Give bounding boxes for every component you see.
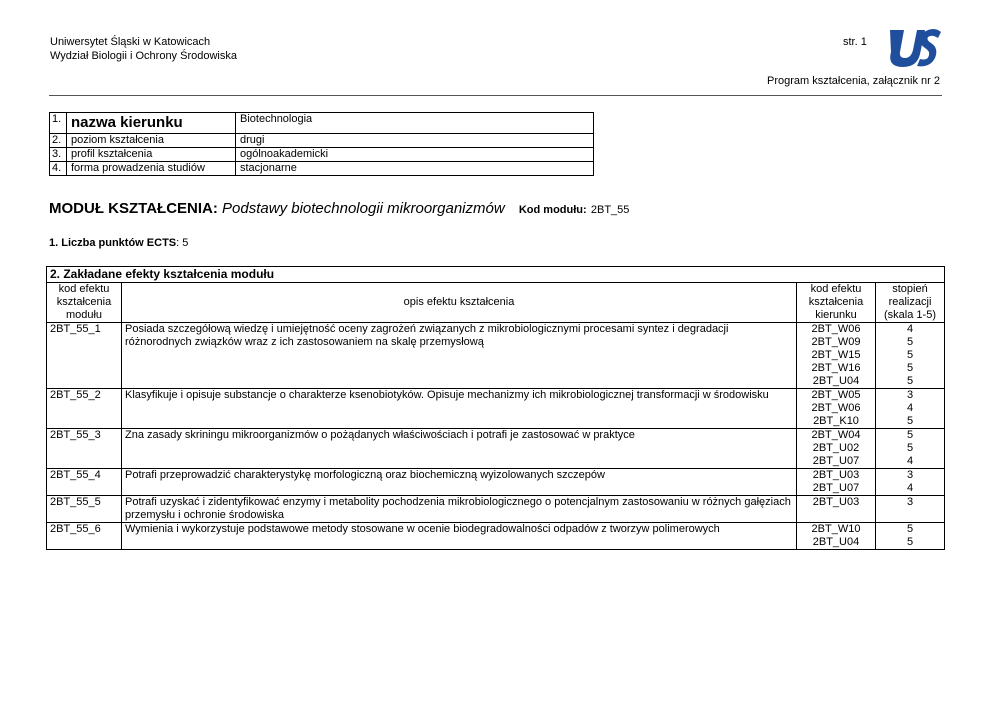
module-code-label: Kod modułu: <box>518 204 587 216</box>
program-effect-code: 2BT_W05 <box>811 389 861 401</box>
learning-effects-table <box>46 266 945 550</box>
effects-rows <box>47 323 945 550</box>
program-effect-codes <box>797 323 876 389</box>
header-line: kod efektu <box>58 283 110 295</box>
program-effect-code: 2BT_U07 <box>812 482 860 494</box>
info-number: 1. <box>50 113 67 134</box>
program-annex-label: Program kształcenia, załącznik nr 2 <box>766 75 940 87</box>
ects-value: : 5 <box>176 237 189 249</box>
ects-line <box>49 236 188 250</box>
realization-level: 5 <box>906 336 914 348</box>
effect-description: Zna zasady skriningu mikroorganizmów o pożądanych właściwościach i potrafi je zastosować w praktyce <box>122 429 797 469</box>
module-name: Podstawy biotechnologii mikroorganizmów <box>222 200 505 217</box>
realization-levels <box>876 323 945 389</box>
header-line: stopień <box>892 283 928 295</box>
effect-row <box>47 323 945 389</box>
program-effect-code: 2BT_W04 <box>811 429 861 441</box>
faculty-name: Wydział Biologii i Ochrony Środowiska <box>50 50 237 62</box>
header-line: kierunku <box>815 309 857 321</box>
effect-description: Potrafi uzyskać i zidentyfikować enzymy i metabolity pochodzenia mikrobiologicznego o potencjalnym zastosowaniu w różnych gałęziach przemysłu i ochronie środowiska <box>122 496 797 523</box>
program-effect-code: 2BT_U04 <box>812 536 860 548</box>
realization-levels <box>876 389 945 429</box>
realization-level: 5 <box>906 536 914 548</box>
program-effect-code: 2BT_W15 <box>811 349 861 361</box>
effect-code: 2BT_55_3 <box>47 429 122 469</box>
header-line: kształcenia <box>808 296 864 308</box>
realization-levels <box>876 429 945 469</box>
effect-description: Potrafi przeprowadzić charakterystykę morfologiczną oraz biochemiczną wyizolowanych szczepów <box>122 469 797 496</box>
realization-level: 5 <box>906 429 914 441</box>
header-line: realizacji <box>888 296 932 308</box>
effect-code: 2BT_55_1 <box>47 323 122 389</box>
realization-level: 4 <box>906 455 914 467</box>
realization-level: 5 <box>906 442 914 454</box>
effects-title: 2. Zakładane efekty kształcenia modułu <box>47 267 945 283</box>
program-effect-codes <box>797 469 876 496</box>
effect-row <box>47 389 945 429</box>
info-row <box>50 162 594 176</box>
realization-level: 4 <box>906 482 914 494</box>
header-line: kształcenia <box>56 296 112 308</box>
realization-level: 3 <box>906 496 914 508</box>
effect-description: Posiada szczegółową wiedzę i umiejętność oceny zagrożeń związanych z mikrobiologicznymi procesami syntez i degradacji różnorodnych związków wraz z ich zastosowaniem na skalę przemysłową <box>122 323 797 389</box>
realization-level: 5 <box>906 523 914 535</box>
effect-code: 2BT_55_6 <box>47 523 122 550</box>
program-info-table <box>49 112 594 176</box>
program-effect-code: 2BT_K10 <box>813 415 859 427</box>
info-value: drugi <box>236 134 594 148</box>
effect-code: 2BT_55_5 <box>47 496 122 523</box>
module-prefix: MODUŁ KSZTAŁCENIA: <box>49 200 218 217</box>
program-effect-code: 2BT_W06 <box>811 323 861 335</box>
realization-level: 4 <box>906 402 914 414</box>
program-effect-code: 2BT_W06 <box>811 402 861 414</box>
program-effect-code: 2BT_U03 <box>812 496 860 508</box>
university-logo-icon <box>884 26 942 70</box>
module-title-line <box>49 200 629 219</box>
realization-level: 5 <box>906 375 914 387</box>
program-effect-codes <box>797 523 876 550</box>
info-number: 3. <box>50 148 67 162</box>
effect-code: 2BT_55_4 <box>47 469 122 496</box>
header-description: opis efektu kształcenia <box>122 283 797 323</box>
info-value: stacjonarne <box>236 162 594 176</box>
university-name: Uniwersytet Śląski w Katowicach <box>50 36 211 48</box>
program-effect-code: 2BT_W16 <box>811 362 861 374</box>
info-label: profil kształcenia <box>67 148 236 162</box>
realization-levels <box>876 496 945 523</box>
module-code: 2BT_55 <box>590 204 630 216</box>
realization-level: 4 <box>906 323 914 335</box>
realization-levels <box>876 523 945 550</box>
realization-levels <box>876 469 945 496</box>
program-effect-code: 2BT_U02 <box>812 442 860 454</box>
program-effect-codes <box>797 429 876 469</box>
ects-label: 1. Liczba punktów ECTS <box>49 237 177 249</box>
realization-level: 5 <box>906 362 914 374</box>
header-divider <box>49 95 942 96</box>
effect-description: Wymienia i wykorzystuje podstawowe metody stosowane w ocenie biodegradowalności odpadów z tworzyw polimerowych <box>122 523 797 550</box>
program-effect-code: 2BT_W09 <box>811 336 861 348</box>
program-effect-codes <box>797 496 876 523</box>
info-label: forma prowadzenia studiów <box>67 162 236 176</box>
program-effect-code: 2BT_U07 <box>812 455 860 467</box>
program-effect-code: 2BT_W10 <box>811 523 861 535</box>
effect-row <box>47 469 945 496</box>
header-program-code <box>797 283 876 323</box>
realization-level: 5 <box>906 415 914 427</box>
info-number: 2. <box>50 134 67 148</box>
realization-level: 5 <box>906 349 914 361</box>
effect-row <box>47 496 945 523</box>
effect-code: 2BT_55_2 <box>47 389 122 429</box>
info-label: nazwa kierunku <box>67 113 236 134</box>
program-effect-codes <box>797 389 876 429</box>
program-effect-code: 2BT_U04 <box>812 375 860 387</box>
info-number: 4. <box>50 162 67 176</box>
header-line: (skala 1-5) <box>884 309 936 321</box>
effect-row <box>47 429 945 469</box>
effect-description: Klasyfikuje i opisuje substancje o charakterze ksenobiotyków. Opisuje mechanizmy ich mikrobiologicznej transformacji w środowisku <box>122 389 797 429</box>
header-level <box>876 283 945 323</box>
program-effect-code: 2BT_U03 <box>812 469 860 481</box>
page-number: str. 1 <box>843 36 867 48</box>
page-header-institution <box>50 35 237 63</box>
effects-header-row <box>47 283 945 323</box>
info-value: ogólnoakademicki <box>236 148 594 162</box>
header-line: modułu <box>65 309 103 321</box>
realization-level: 3 <box>906 469 914 481</box>
info-value: Biotechnologia <box>236 113 594 134</box>
realization-level: 3 <box>906 389 914 401</box>
info-row <box>50 134 594 148</box>
info-label: poziom kształcenia <box>67 134 236 148</box>
effect-row <box>47 523 945 550</box>
header-line: kod efektu <box>810 283 862 295</box>
header-module-code <box>47 283 122 323</box>
effects-title-row <box>47 267 945 283</box>
info-row <box>50 113 594 134</box>
info-row <box>50 148 594 162</box>
